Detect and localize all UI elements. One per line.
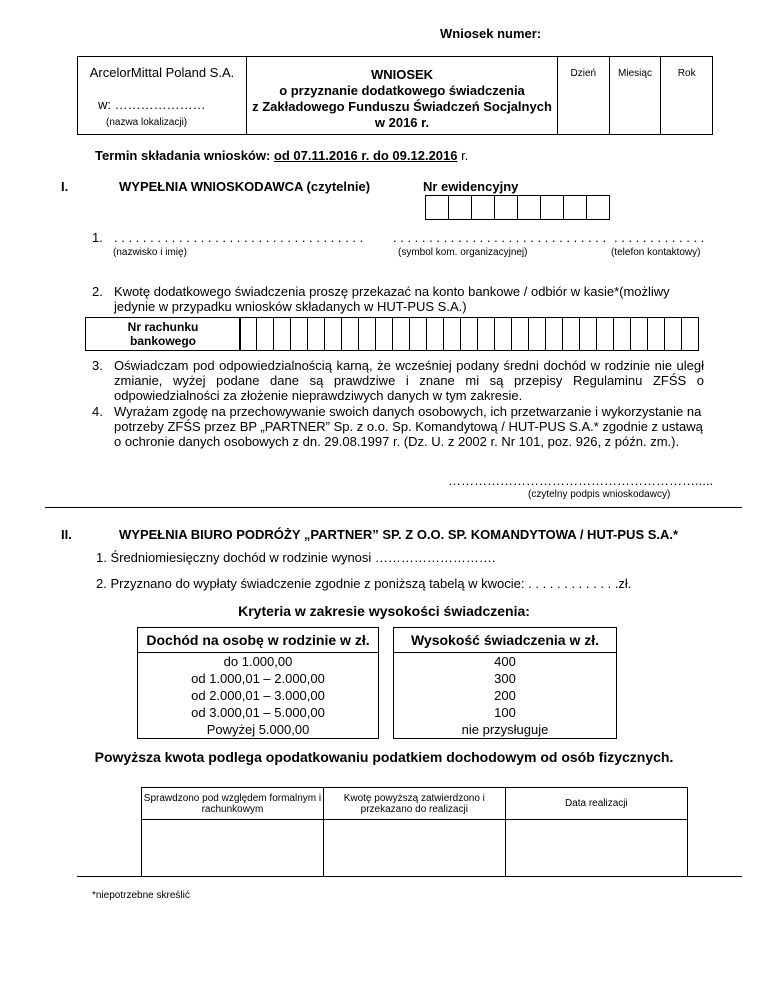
year-field[interactable] bbox=[661, 57, 712, 134]
table-row bbox=[138, 687, 617, 704]
item2-number: 2. bbox=[92, 284, 103, 299]
criteria-benefit: 300 bbox=[394, 670, 617, 687]
unit-field[interactable]: . . . . . . . . . . . . . . . . . . . . . . . . . . . . . . bbox=[393, 230, 607, 245]
approval-checked-field[interactable] bbox=[142, 820, 324, 877]
deadline bbox=[95, 148, 468, 163]
location-caption: (nazwa lokalizacji) bbox=[106, 117, 188, 128]
unit-caption: (symbol kom. organizacyjnej) bbox=[398, 247, 528, 258]
tax-note: Powyższa kwota podlega opodatkowaniu podatkiem dochodowym od osób fizycznych. bbox=[94, 749, 674, 765]
location-field[interactable]: w: ………………… bbox=[98, 97, 206, 112]
divider-2 bbox=[77, 876, 742, 877]
criteria-header-income: Dochód na osobę w rodzinie w zł. bbox=[138, 628, 379, 653]
account-label-box bbox=[85, 317, 241, 351]
section1-title: WYPEŁNIA WNIOSKODAWCA (czytelnie) bbox=[119, 179, 371, 194]
item4-number: 4. bbox=[92, 404, 103, 419]
company-box bbox=[77, 56, 247, 135]
criteria-header-benefit: Wysokość świadczenia w zł. bbox=[394, 628, 617, 653]
signature-field[interactable]: …………………………………………………..... bbox=[448, 473, 714, 488]
approval-date-field[interactable] bbox=[505, 820, 687, 877]
month-label: Miesiąc bbox=[618, 68, 652, 79]
income-field[interactable]: 1. Średniomiesięczny dochód w rodzinie wynosi ………………………. bbox=[96, 550, 496, 565]
year-label: Rok bbox=[677, 68, 696, 79]
approval-table bbox=[141, 787, 688, 877]
company-name: ArcelorMittal Poland S.A. bbox=[89, 65, 235, 80]
deadline-suffix: r. bbox=[457, 148, 469, 163]
account-number-cells[interactable] bbox=[240, 317, 699, 351]
name-caption: (nazwisko i imię) bbox=[113, 247, 187, 258]
approval-header-approved: Kwotę powyższą zatwierdzono i przekazano do realizacji bbox=[323, 788, 505, 820]
criteria-benefit: 200 bbox=[394, 687, 617, 704]
account-label-1: Nr rachunku bbox=[127, 320, 199, 334]
title-box bbox=[246, 56, 558, 135]
section2-numeral: II. bbox=[61, 527, 72, 542]
deadline-value: od 07.11.2016 r. do 09.12.2016 bbox=[273, 148, 458, 163]
section1-numeral: I. bbox=[61, 179, 69, 194]
criteria-income: Powyżej 5.000,00 bbox=[138, 721, 379, 739]
item2-text: Kwotę dodatkowego świadczenia proszę przekazać na konto bankowe / odbiór w kasie*(możliwy jedynie w przypadku wniosków składanych w HUT-PUS S.A.) bbox=[114, 284, 670, 314]
month-field[interactable] bbox=[610, 57, 662, 134]
criteria-table bbox=[137, 627, 617, 739]
approval-header-date: Data realizacji bbox=[505, 788, 687, 820]
table-row bbox=[138, 670, 617, 687]
form-subtitle-1: o przyznanie dodatkowego świadczenia bbox=[279, 83, 525, 98]
footnote: *niepotrzebne skreślić bbox=[92, 890, 190, 901]
reg-number-label: Nr ewidencyjny bbox=[423, 179, 519, 194]
criteria-benefit: 400 bbox=[394, 653, 617, 671]
phone-field[interactable]: . . . . . . . . . . . . . bbox=[614, 230, 705, 245]
form-subtitle-3: w 2016 r. bbox=[374, 115, 430, 130]
item3-number: 3. bbox=[92, 358, 103, 373]
criteria-income: od 1.000,01 – 2.000,00 bbox=[138, 670, 379, 687]
divider-1 bbox=[45, 507, 742, 508]
criteria-income: do 1.000,00 bbox=[138, 653, 379, 671]
table-row bbox=[138, 704, 617, 721]
table-row bbox=[138, 653, 617, 671]
name-field[interactable]: . . . . . . . . . . . . . . . . . . . . . . . . . . . . . . . . . . . bbox=[114, 230, 364, 245]
phone-caption: (telefon kontaktowy) bbox=[611, 247, 701, 258]
day-field[interactable] bbox=[558, 57, 610, 134]
criteria-income: od 2.000,01 – 3.000,00 bbox=[138, 687, 379, 704]
day-label: Dzień bbox=[570, 68, 597, 79]
section2-title: WYPEŁNIA BIURO PODRÓŻY „PARTNER” SP. Z O.O. SP. KOMANDYTOWA / HUT-PUS S.A.* bbox=[119, 527, 679, 542]
approval-header-checked: Sprawdzono pod względem formalnym i rachunkowym bbox=[142, 788, 324, 820]
item4-text: Wyrażam zgodę na przechowywanie swoich danych osobowych, ich przetwarzanie i wykorzystanie na potrzeby ZFŚS przez BP „PARTNER” Sp. z o.o. Sp. Komandytową / HUT-PUS S.A.* zgodnie z ustawą o ochronie danych osobowych z dn. 29.08.1997 r. (Dz. U. z 2002 r. Nr 101, poz. 926, z późn. zm.). bbox=[114, 404, 703, 449]
criteria-income: od 3.000,01 – 5.000,00 bbox=[138, 704, 379, 721]
item3-text: Oświadczam pod odpowiedzialnością karną, że wcześniej podany średni dochód w rodzinie nie uległ zmianie, wyżej podane dane są prawdziwe i znane mi są przepisy Regulaminu ZFŚS o odpowiedzialności za złożenie nieprawdziwych danych w tym zakresie. bbox=[114, 358, 704, 403]
approval-approved-field[interactable] bbox=[323, 820, 505, 877]
criteria-title: Kryteria w zakresie wysokości świadczenia: bbox=[238, 603, 530, 619]
criteria-benefit: 100 bbox=[394, 704, 617, 721]
reg-number-cells[interactable] bbox=[426, 195, 610, 220]
table-row bbox=[138, 721, 617, 739]
deadline-label: Termin składania wniosków: bbox=[95, 148, 274, 163]
signature-caption: (czytelny podpis wnioskodawcy) bbox=[528, 489, 671, 500]
form-title: WNIOSEK bbox=[370, 67, 434, 82]
form-subtitle-2: z Zakładowego Funduszu Świadczeń Socjalnych bbox=[252, 99, 552, 114]
criteria-benefit: nie przysługuje bbox=[394, 721, 617, 739]
item1-number: 1. bbox=[92, 230, 103, 245]
date-box bbox=[557, 56, 713, 135]
account-label-2: bankowego bbox=[129, 334, 196, 348]
amount-field[interactable]: 2. Przyznano do wypłaty świadczenie zgodnie z poniższą tabelą w kwocie: . . . . . . . . . . . . .zł. bbox=[96, 576, 632, 591]
request-number-label: Wniosek numer: bbox=[440, 26, 542, 41]
